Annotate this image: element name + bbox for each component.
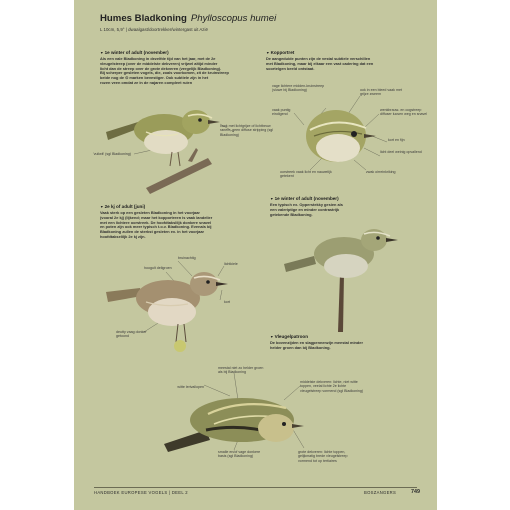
annotation-white-edges: witte lerivallopen (177, 385, 204, 389)
page-subtitle: L 10cm, 5,9° | dwaalgast/doortrekker/wintergast uit Azië (100, 27, 208, 32)
annotation-pointed: vaak puntig eindigend (272, 108, 291, 117)
footer-chapter: BOSZANGERS (364, 490, 397, 495)
section-heading-head-portrait: ▼ Kopportret (266, 50, 294, 55)
section-heading-2cy-june: ▼ 2e kj of adult (juni) (100, 204, 145, 209)
annotation-ear-stripe: oorstreek vaak licht en nauwelijk getekent (280, 170, 332, 179)
annotation-brownish: bruinachtig (178, 256, 196, 260)
section-heading-wing-pattern: ▼ Vleugelpatroon (270, 334, 308, 339)
annotation-grey-wash: ook in een bleed vaak met grijze zweem (360, 88, 402, 97)
annotation-kort: kort (224, 300, 230, 304)
annotation-supercilium: wenkbrauw- en oogstreep diffuser lucsen weg en snavel (380, 108, 428, 117)
annotation-light-part: licht deel weinig opvallend (380, 150, 422, 154)
section-text-1w-november: Als een vale Bladkoning in dezelfde tijd van het jaar, met de 2e vleugelstreep (over de middelste dekveren) vrijwel altijd minder licht dan de streep over de grote dekveren (vergelijk Bladkoning). Bij scherper gesleten vogels, die, zoals voorkomen, zit de kruinstreep beide nog de ⊙ marken bevestiger. Ook subtiele zijn in het rozen veen omdat ze in de najaren compleet ruien (100, 56, 229, 85)
bird-head-portrait (300, 104, 380, 166)
annotation-ear-coverts: vaak met lichtgrijze of lichtbeuw ranem, geen diffuse stripping (sgl Bladkoning) (220, 124, 274, 137)
section-text-2cy-june: Vaak sterk op een gesleten Bladkoning in het voorjaar (vooral 2e kj) (lijkend; maar het kopportreen is vaak landelier met een lichtere oorstreek. De hoofdtaksliljk donkere snavel en poten zijn ook meer typisch t.o.v. Bladkoning. Evenals bij Bladkoning zullen de sterkst gesleten ex. in het voorjaar hoofdtakseliljk 2e kj zijn. (100, 210, 213, 239)
page-number: 749 (411, 489, 420, 495)
footer-rule (94, 487, 417, 488)
section-text-head-portrait: De aangeduide punten zijn de vestal subtiele verschillen met Bladkoning, maar bij elkaar een vast cadering dat een soortelgen beeld ontstaat. (266, 56, 374, 71)
page-title: Humes Bladkoning Phylloscopus humei (100, 13, 277, 24)
scientific-name: Phylloscopus humei (190, 13, 277, 24)
annotation-median-coverts: middelste dekveren: lichte, niet witte toppen, veelal lichte 2e lichte vleugelstreep vormend (sgl Bladkoning) (300, 380, 364, 393)
bird-illustration-1w-perched (88, 96, 238, 196)
annotation-less-green: meestal niet zo helder groen als bij Bladkoning (218, 366, 264, 375)
section-text-1w-november-2: Een typisch ex. Opperstekky gesien als een valeriptige en minder contrastrijk getekende Bladkoning. (270, 202, 343, 217)
annotation-crown-stripe: vage lichtere midden-kruinstreep (sluwe bij Bladkoning) (272, 84, 325, 93)
annotation-vuilwit: 'vuilwit' (sgl Bladkoning) (93, 152, 131, 156)
annotation-dark-legs: deutty vaag donker getoond (116, 330, 147, 339)
footer-book-title: HANDBOEK EUROPESE VOGELS | DEEL 2 (94, 490, 188, 495)
bird-illustration-1w-branch (280, 224, 400, 334)
section-heading-1w-november: ▼ 1e winter of adult (november) (100, 50, 169, 55)
section-text-wing-pattern: De bovenzijden en slagpennenzijn meestal minder helder groen dan bij Bladkoning. (270, 340, 363, 350)
annotation-bill-short: kort en fijn (388, 138, 405, 142)
bird-illustration-2cy (96, 262, 236, 362)
annotation-greater-coverts: grote dekveren: lichte toppen, gelijkmatig brede vleugelstreep vormend tot op tertiaires (298, 450, 348, 463)
book-page (74, 0, 437, 510)
annotation-upperparts-green: hoogult deligroen (144, 266, 172, 270)
section-heading-1w-november-2: ▼ 1e winter of adult (november) (270, 196, 339, 201)
annotation-lichtkiele: lichtkiele (224, 262, 238, 266)
annotation-eye-ring: zwak oirreinkriking (366, 170, 396, 174)
annotation-dark-base: smalle en/of vage donkere basis (sgl Bladkoning) (218, 450, 261, 459)
